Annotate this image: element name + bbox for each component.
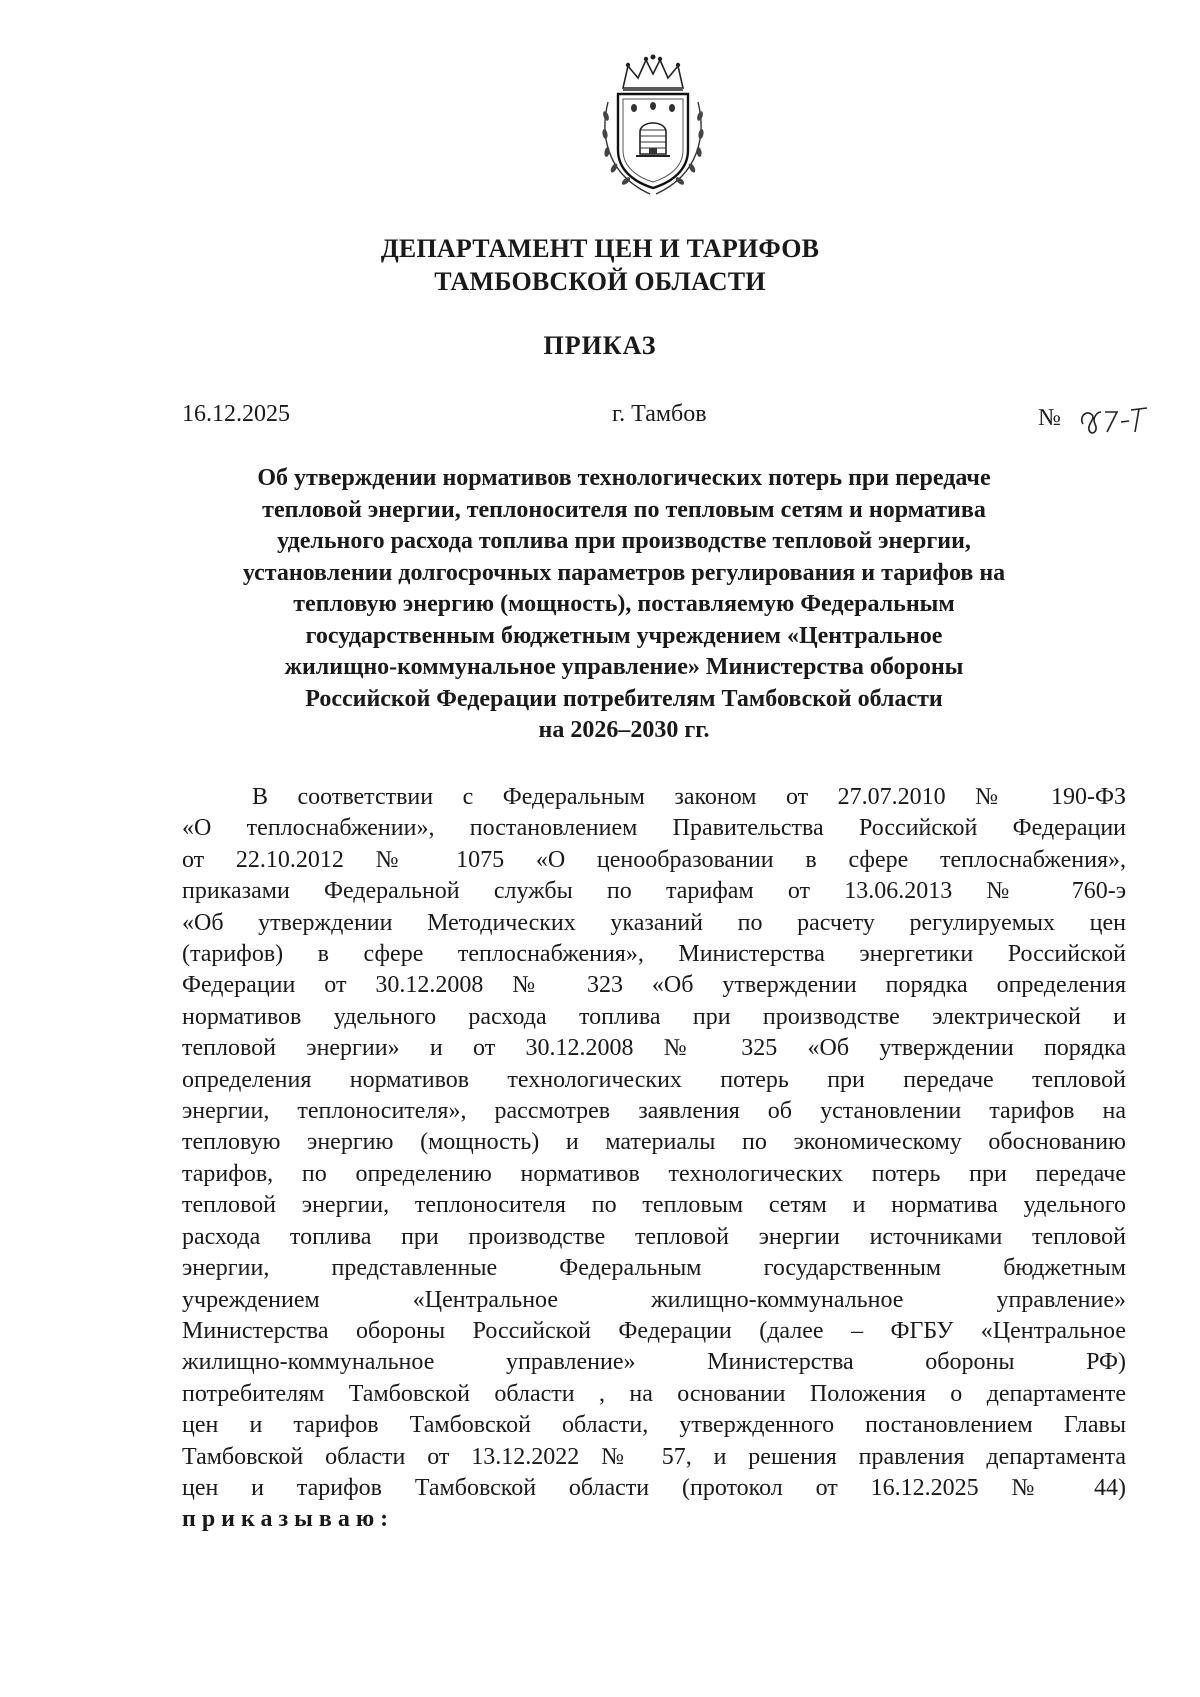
order-city: г. Тамбов <box>612 401 707 427</box>
department-name <box>0 232 1200 298</box>
subject-line: тепловой энергии, теплоносителя по тепловым сетям и норматива <box>262 496 986 523</box>
subject-line: установлении долгосрочных параметров регулирования и тарифов на <box>242 559 1006 586</box>
department-line-2: ТАМБОВСКОЙ ОБЛАСТИ <box>434 267 766 296</box>
closing-directive: приказываю: <box>182 1506 395 1533</box>
body-line: энергии, представленные Федеральным государственным бюджетным <box>182 1255 1126 1282</box>
subject-line: государственным бюджетным учреждением «Центральное <box>305 622 943 649</box>
body-line: Тамбовской области от 13.12.2022 № 57, и решения правления департамента <box>182 1443 1126 1470</box>
body-line: нормативов удельного расхода топлива при производстве электрической и <box>182 1003 1126 1030</box>
subject-line: тепловую энергию (мощность), поставляемую Федеральным <box>293 591 955 617</box>
document-type: ПРИКАЗ <box>543 331 657 360</box>
body-line: Федерации от 30.12.2008 № 323 «Об утверждении порядка определения <box>182 972 1126 999</box>
body-line: определения нормативов технологических потерь при передаче тепловой <box>182 1066 1126 1093</box>
tambov-coat-of-arms-icon <box>598 54 708 200</box>
handwritten-number-signature <box>1077 398 1149 438</box>
body-line: учреждением «Центральное жилищно-коммунальное управление» <box>182 1286 1126 1313</box>
subject-line: жилищно-коммунальное управление» Министерства обороны <box>284 654 964 680</box>
body-line: тепловой энергии, теплоносителя по тепловым сетям и норматива удельного <box>182 1192 1126 1219</box>
order-number <box>1038 398 1149 438</box>
order-date: 16.12.2025 <box>182 401 290 427</box>
body-line: Министерства обороны Российской Федерации (далее – ФГБУ «Центральное <box>182 1317 1126 1344</box>
number-sign: № <box>1038 405 1061 431</box>
body-line: В соответствии с Федеральным законом от 27.07.2010 № 190-ФЗ <box>252 784 1126 810</box>
body-line: расхода топлива при производстве тепловой энергии источниками тепловой <box>182 1223 1126 1250</box>
body-line: цен и тарифов Тамбовской области (протокол от 16.12.2025 № 44) <box>182 1474 1126 1501</box>
body-line: приказами Федеральной службы по тарифам от 13.06.2013 № 760-э <box>182 878 1126 905</box>
subject-line: Российской Федерации потребителям Тамбовской области <box>305 685 943 712</box>
body-line: от 22.10.2012 № 1075 «О ценообразовании в сфере теплоснабжения», <box>182 846 1126 873</box>
body-line: «Об утверждении Методических указаний по расчету регулируемых цен <box>182 909 1126 936</box>
body-line: жилищно-коммунальное управление» Министерства обороны РФ) <box>182 1349 1126 1376</box>
body-line: энергии, теплоносителя», рассмотрев заявления об установлении тарифов на <box>182 1098 1126 1125</box>
body-line: тарифов, по определению нормативов технологических потерь при передаче <box>182 1160 1126 1187</box>
subject-line: Об утверждении нормативов технологических потерь при передаче <box>257 465 991 491</box>
body-line: «О теплоснабжении», постановлением Правительства Российской Федерации <box>182 815 1126 842</box>
body-line: потребителям Тамбовской области , на основании Положения о департаменте <box>182 1380 1126 1407</box>
body-line: тепловой энергии» и от 30.12.2008 № 325 «Об утверждении порядка <box>182 1035 1126 1062</box>
body-line: тепловую энергию (мощность) и материалы по экономическому обоснованию <box>182 1129 1126 1156</box>
department-line-1: ДЕПАРТАМЕНТ ЦЕН И ТАРИФОВ <box>380 234 820 263</box>
order-subject <box>180 463 1068 747</box>
subject-line: на 2026–2030 гг. <box>538 717 710 743</box>
body-line: (тарифов) в сфере теплоснабжения», Министерства энергетики Российской <box>182 941 1126 968</box>
order-preamble <box>182 782 1126 1536</box>
body-line: цен и тарифов Тамбовской области, утвержденного постановлением Главы <box>182 1412 1126 1439</box>
subject-line: удельного расхода топлива при производстве тепловой энергии, <box>277 528 971 554</box>
